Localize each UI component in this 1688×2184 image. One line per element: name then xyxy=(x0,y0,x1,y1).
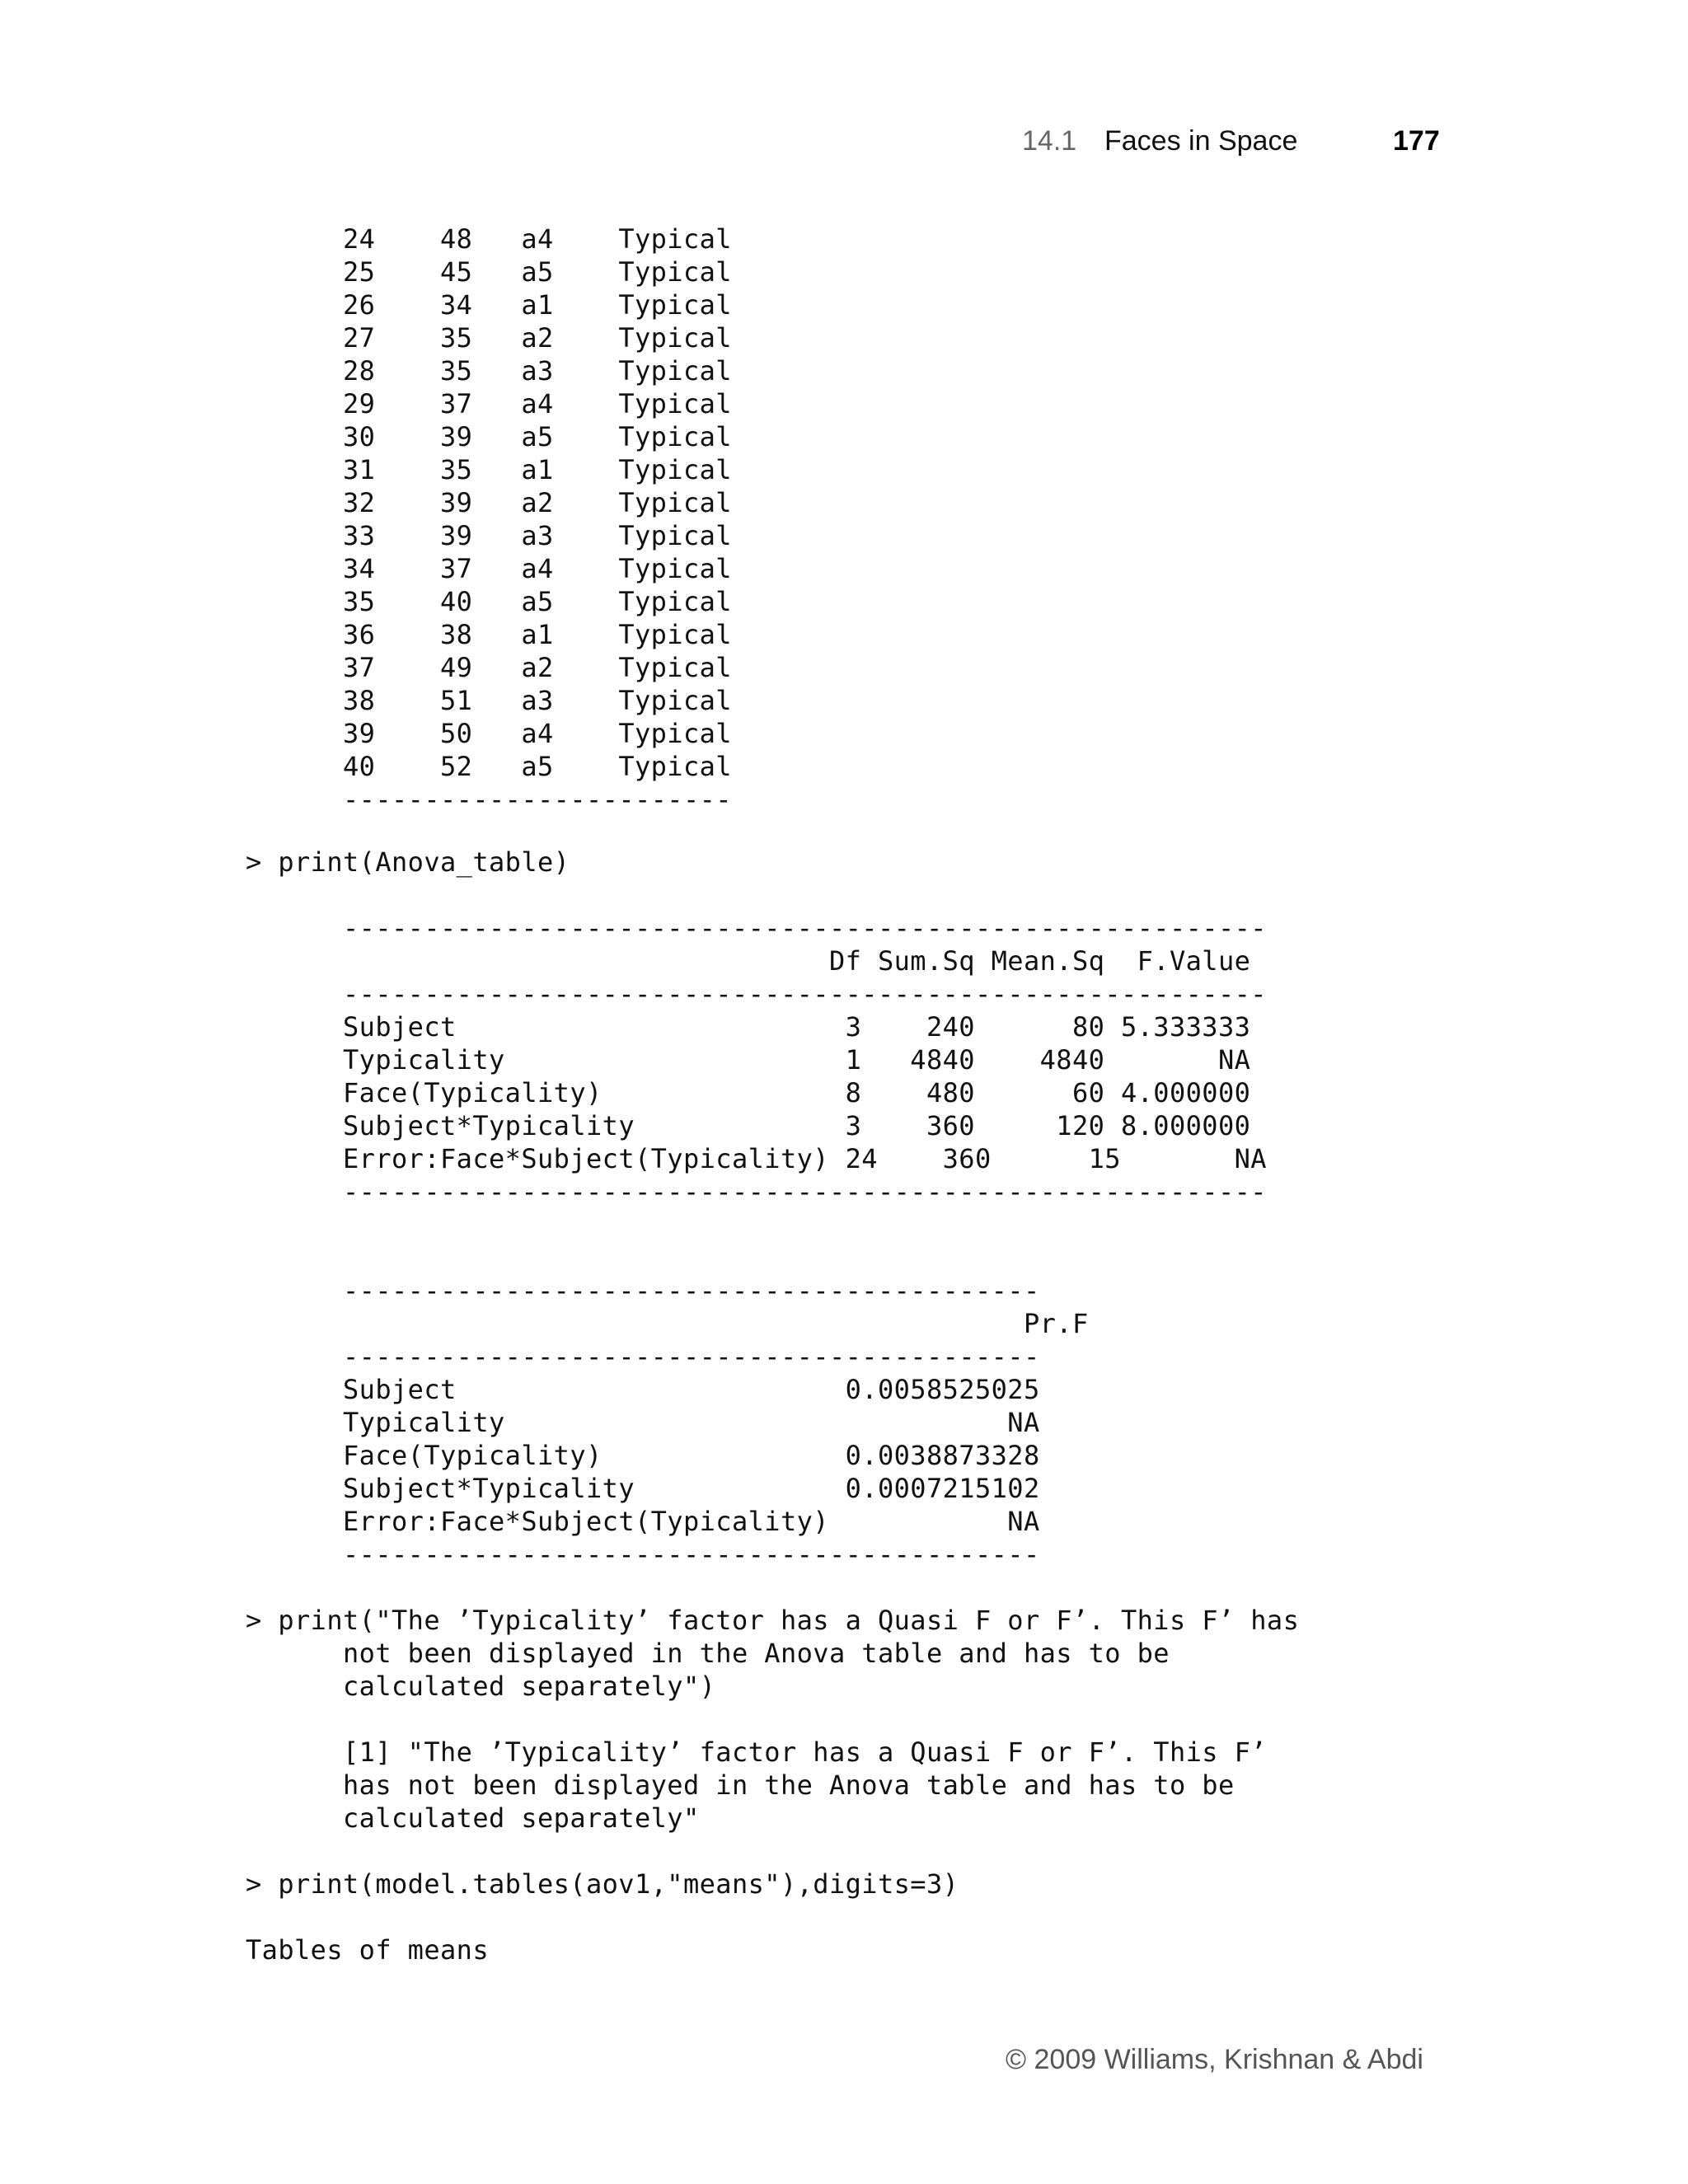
command-model-tables: > print(model.tables(aov1,"means"),digits=3) xyxy=(246,1868,959,1900)
listing-row: 34 37 a4 Typical xyxy=(343,553,732,584)
prf-row-subject-typicality: Subject*Typicality 0.0007215102 xyxy=(343,1473,1040,1504)
prf-row-face: Face(Typicality) 0.0038873328 xyxy=(343,1440,1040,1471)
listing-row: 30 39 a5 Typical xyxy=(343,421,732,452)
prf-header: Pr.F xyxy=(343,1308,1089,1339)
section-title: Faces in Space xyxy=(1104,125,1298,157)
listing-row: 35 40 a5 Typical xyxy=(343,586,732,617)
listing-row: 40 52 a5 Typical xyxy=(343,751,732,782)
command-line: calculated separately") xyxy=(246,1671,716,1702)
prf-rule-bottom: ------------------------------------------- xyxy=(343,1539,1040,1570)
anova-row-typicality: Typicality 1 4840 4840 NA xyxy=(343,1044,1251,1076)
prf-rule-mid: ------------------------------------------- xyxy=(343,1341,1040,1372)
listing-row: 36 38 a1 Typical xyxy=(343,619,732,650)
running-header xyxy=(1022,125,1451,171)
prf-row-subject: Subject 0.0058525025 xyxy=(343,1374,1040,1405)
tables-of-means-label: Tables of means xyxy=(246,1934,489,1966)
anova-row-error: Error:Face*Subject(Typicality) 24 360 15 NA xyxy=(343,1143,1267,1174)
copyright-footer: © 2009 Williams, Krishnan & Abdi xyxy=(1006,2044,1423,2075)
anova-row-face: Face(Typicality) 8 480 60 4.000000 xyxy=(343,1077,1251,1108)
listing-row: 37 49 a2 Typical xyxy=(343,652,732,683)
anova-rule-bottom: --------------------------------------------------------- xyxy=(343,1176,1267,1207)
anova-rule-top: --------------------------------------------------------- xyxy=(343,912,1267,944)
listing-row: 32 39 a2 Typical xyxy=(343,487,732,518)
listing-row: 25 45 a5 Typical xyxy=(343,256,732,288)
anova-row-subject: Subject 3 240 80 5.333333 xyxy=(343,1011,1251,1043)
listing-row: 31 35 a1 Typical xyxy=(343,454,732,485)
listing-row: 26 34 a1 Typical xyxy=(343,289,732,321)
output-line: has not been displayed in the Anova table and has to be xyxy=(343,1769,1235,1801)
section-number: 14.1 xyxy=(1022,125,1077,157)
listing-row: 33 39 a3 Typical xyxy=(343,520,732,551)
prf-rule-top: ------------------------------------------- xyxy=(343,1275,1040,1306)
output-line: [1] "The ’Typicality’ factor has a Quasi F or F’. This F’ xyxy=(343,1736,1267,1768)
command-line: not been displayed in the Anova table and has to be xyxy=(246,1638,1170,1669)
command-print-anova: > print(Anova_table) xyxy=(246,846,570,878)
anova-rule-mid: --------------------------------------------------------- xyxy=(343,978,1267,1010)
prf-row-typicality: Typicality NA xyxy=(343,1407,1040,1438)
output-line: calculated separately" xyxy=(343,1802,700,1834)
listing-row: 39 50 a4 Typical xyxy=(343,718,732,749)
listing-row: 27 35 a2 Typical xyxy=(343,322,732,354)
listing-rule: ------------------------ xyxy=(343,784,732,815)
listing-row: 28 35 a3 Typical xyxy=(343,355,732,387)
anova-row-subject-typicality: Subject*Typicality 3 360 120 8.000000 xyxy=(343,1110,1251,1141)
command-line: > print("The ’Typicality’ factor has a Quasi F or F’. This F’ has xyxy=(246,1605,1300,1636)
anova-header: Df Sum.Sq Mean.Sq F.Value xyxy=(343,945,1251,977)
listing-row: 24 48 a4 Typical xyxy=(343,223,732,255)
page-number: 177 xyxy=(1393,125,1440,157)
listing-row: 38 51 a3 Typical xyxy=(343,685,732,716)
prf-row-error: Error:Face*Subject(Typicality) NA xyxy=(343,1506,1040,1537)
listing-row: 29 37 a4 Typical xyxy=(343,388,732,419)
